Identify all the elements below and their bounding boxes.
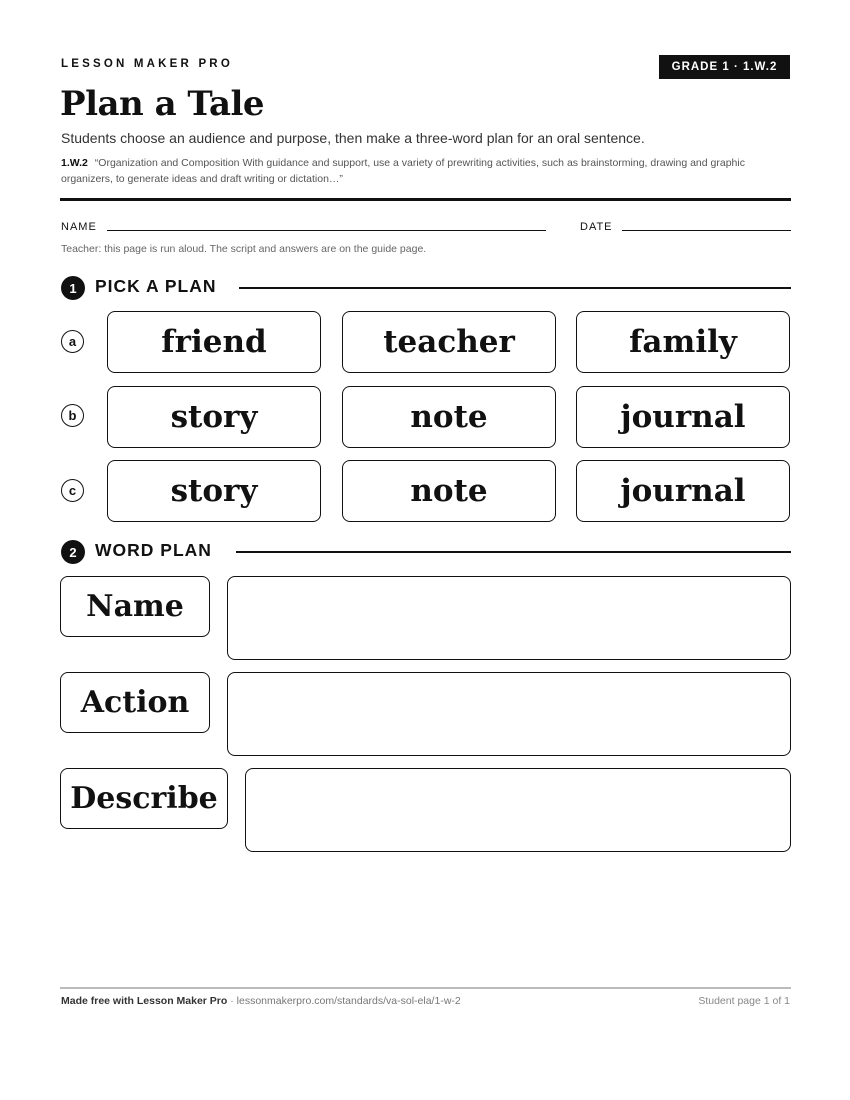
choice-c-1[interactable]: story [107, 460, 321, 522]
plan-label-action: Action [60, 672, 210, 733]
plan-box-action[interactable] [227, 672, 791, 756]
standard-quote: “Organization and Composition With guidance and support, use a variety of prewriting activities, such as brainstorming, drawing and graphic organizers, to generate ideas and draft writing or dictation…” [61, 157, 745, 185]
grade-badge: GRADE 1 · 1.W.2 [659, 55, 790, 79]
plan-label-name: Name [60, 576, 210, 637]
header-divider [60, 198, 791, 201]
choice-a-1[interactable]: friend [107, 311, 321, 373]
choice-a-2[interactable]: teacher [342, 311, 556, 373]
date-label: DATE [580, 221, 613, 233]
section-2-number: 2 [61, 540, 85, 564]
footer-url[interactable]: · lessonmakerpro.com/standards/va-sol-ela/1-w-2 [227, 995, 461, 1007]
section-1-divider [239, 287, 791, 289]
row-a-letter: a [61, 330, 84, 353]
plan-box-describe[interactable] [245, 768, 791, 852]
name-label: NAME [61, 221, 97, 233]
section-1-title: PICK A PLAN [95, 276, 217, 296]
standard-code: 1.W.2 [61, 157, 88, 169]
choice-a-3[interactable]: family [576, 311, 790, 373]
page-subtitle: Students choose an audience and purpose, then make a three-word plan for an oral sentence. [61, 130, 645, 146]
choice-c-3[interactable]: journal [576, 460, 790, 522]
choice-b-3[interactable]: journal [576, 386, 790, 448]
plan-label-describe: Describe [60, 768, 228, 829]
plan-box-name[interactable] [227, 576, 791, 660]
page-title: Plan a Tale [60, 84, 265, 124]
choice-b-1[interactable]: story [107, 386, 321, 448]
footer-page-number: Student page 1 of 1 [698, 995, 790, 1007]
choice-c-2[interactable]: note [342, 460, 556, 522]
teacher-note: Teacher: this page is run aloud. The script and answers are on the guide page. [61, 243, 427, 255]
date-field[interactable] [622, 230, 791, 231]
row-b-letter: b [61, 404, 84, 427]
section-1-number: 1 [61, 276, 85, 300]
row-c-letter: c [61, 479, 84, 502]
section-2-title: WORD PLAN [95, 540, 212, 560]
footer-made-with: Made free with Lesson Maker Pro [61, 995, 228, 1007]
choice-b-2[interactable]: note [342, 386, 556, 448]
standard-text [61, 155, 791, 187]
name-field[interactable] [107, 230, 546, 231]
brand-name: LESSON MAKER PRO [61, 58, 233, 70]
footer-credit [61, 995, 461, 1007]
section-2-divider [236, 551, 791, 553]
footer-divider [60, 987, 791, 989]
